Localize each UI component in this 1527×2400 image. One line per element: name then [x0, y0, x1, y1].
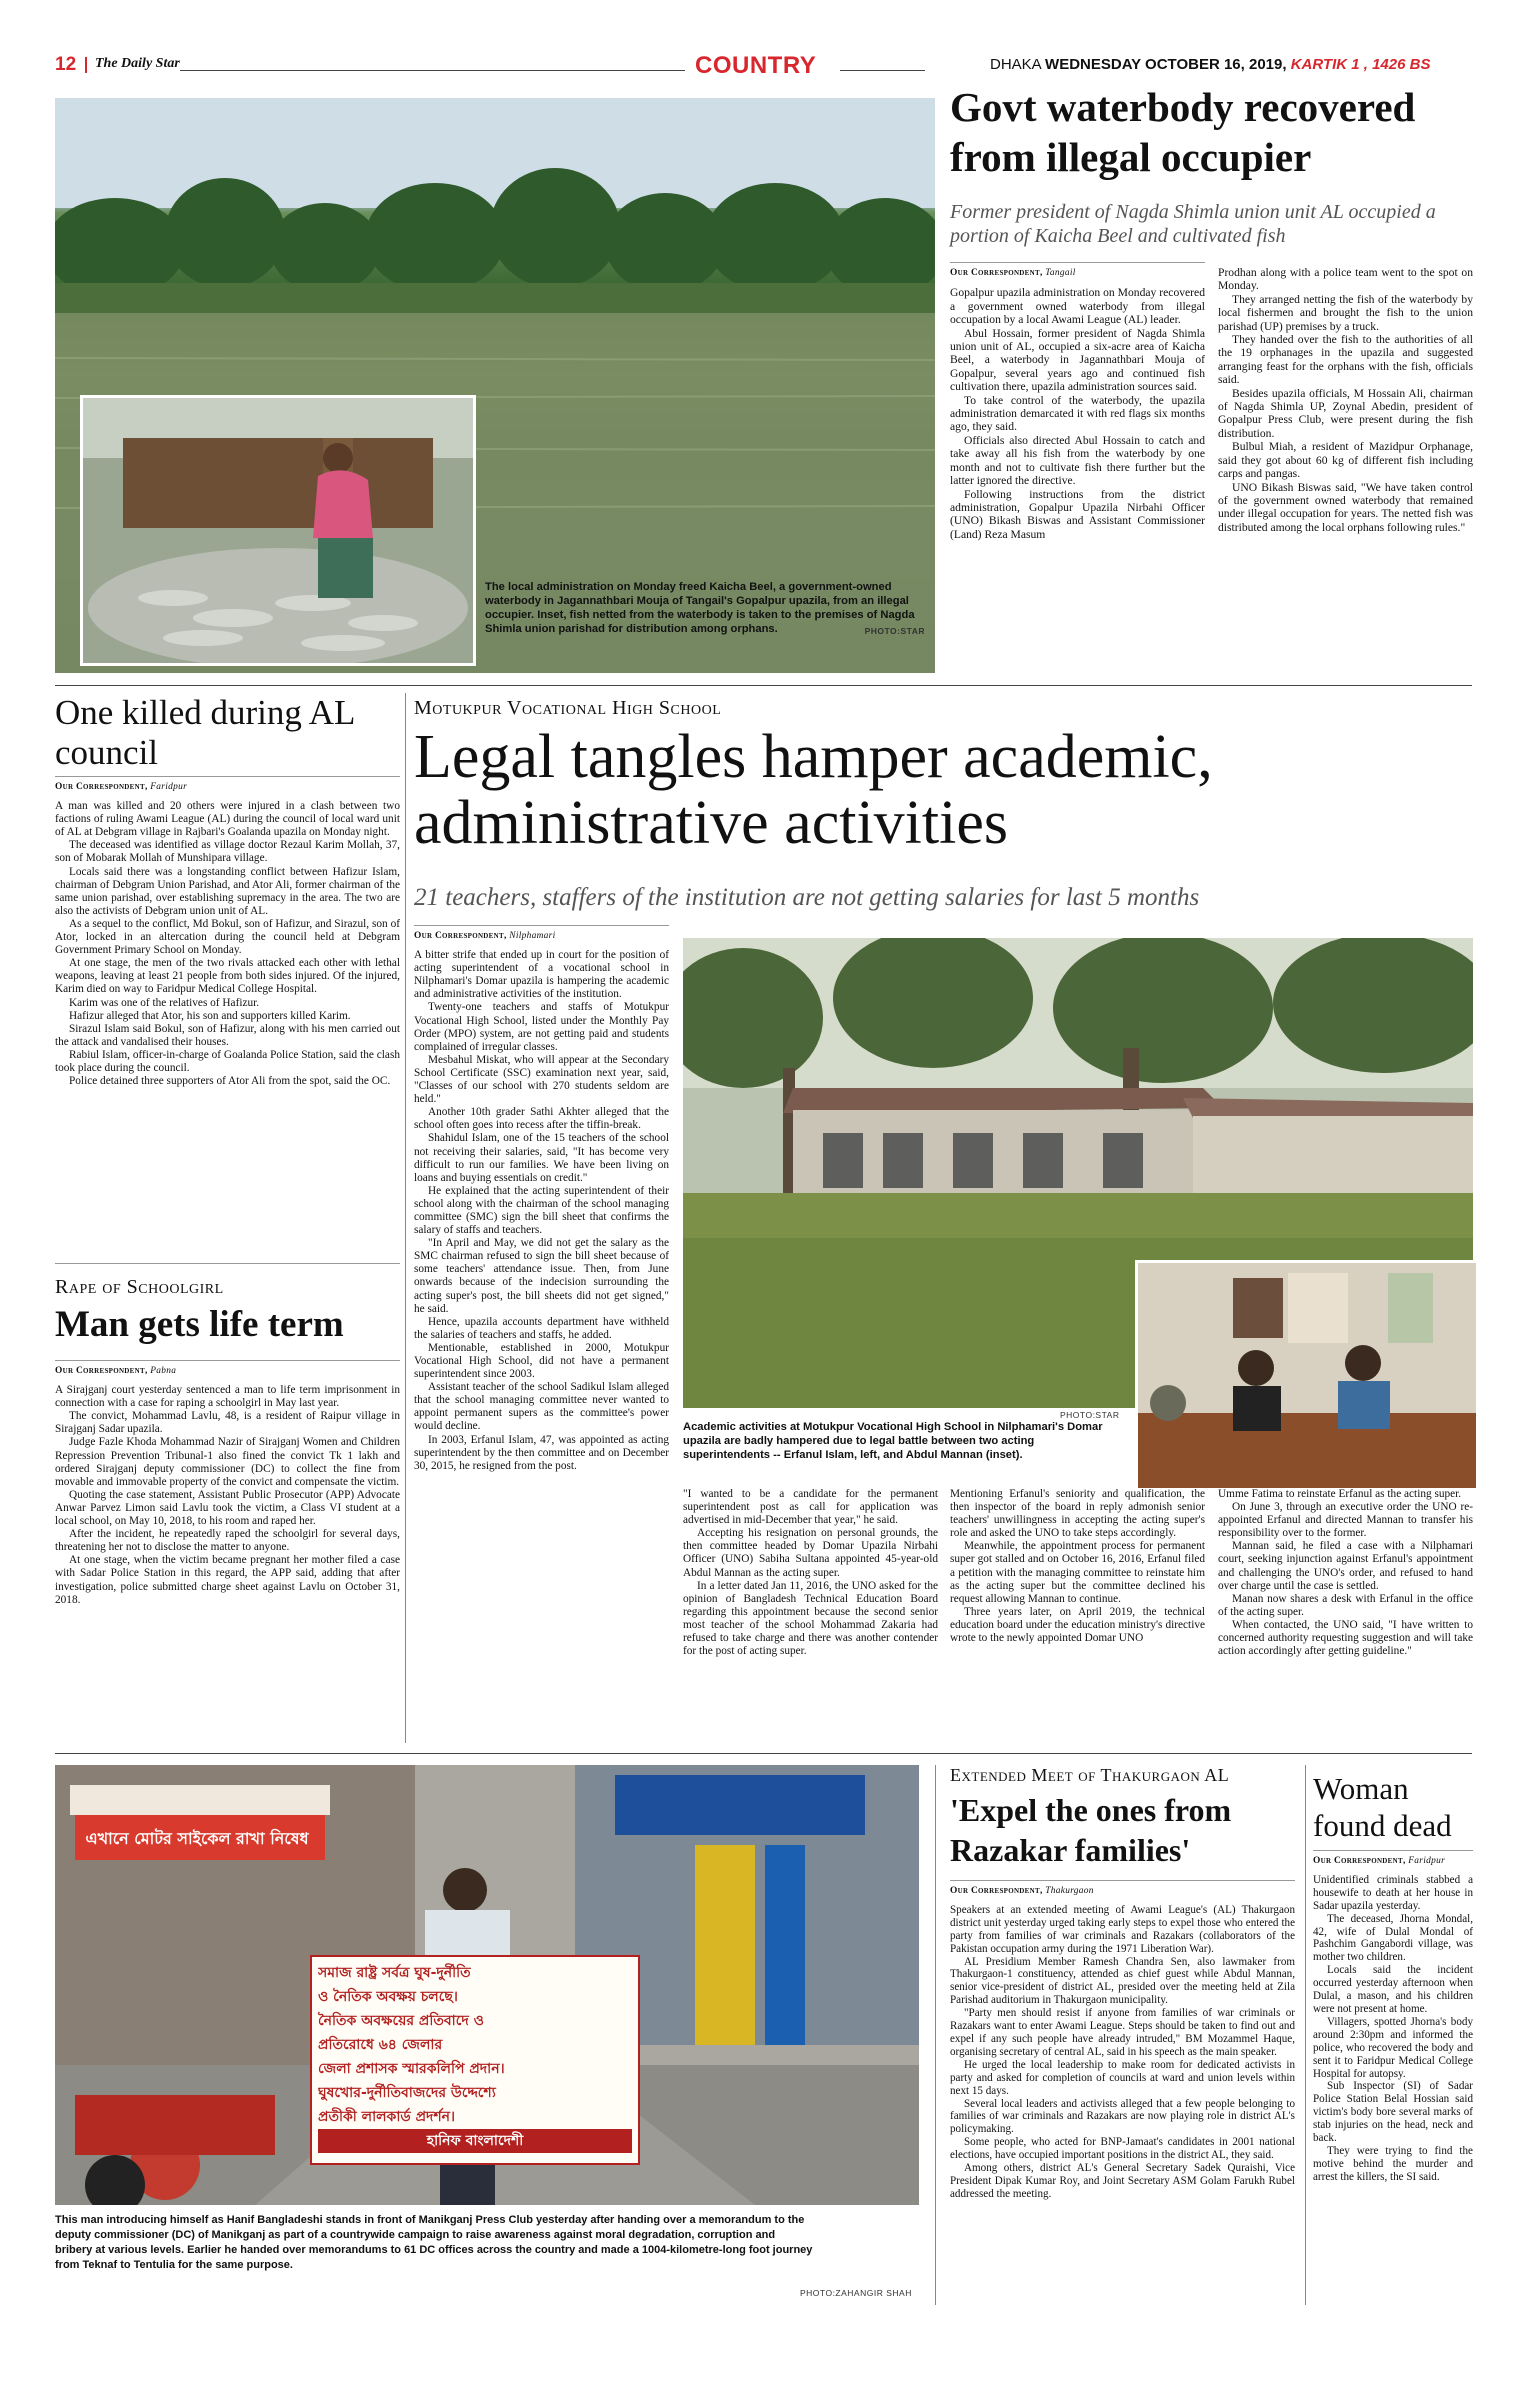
- paragraph: Hafizur alleged that Ator, his son and supporters killed Karim.: [69, 1009, 351, 1022]
- placard-line: ঘুষখোর-দুর্নীতিবাজদের উদ্দেশ্যে: [318, 2085, 496, 2101]
- paragraph: Mentioning Erfanul's seniority and qualification, the then inspector of the board in reply admonish senior teachers' unwillingness in accepting the acting super's role and asked the UNO to take steps accordingly.: [950, 1488, 1205, 1540]
- story4-caption: Academic activities at Motukpur Vocational High School in Nilphamari's Domar upazila are badly hampered due to legal battle between two acting superintendents -- Erfanul Islam, left, and Abdul Mannan (inset).: [683, 1421, 1103, 1461]
- story2-headline: One killed during AL council: [55, 693, 355, 772]
- placard-line: ও নৈতিক অবক্ষয় চলছে।: [318, 1989, 458, 2005]
- paragraph: Gopalpur upazila administration on Monday recovered a government owned waterbody from illegal occupation by a local Awami League (AL) leader.: [950, 286, 1205, 327]
- story6-headline: 'Expel the ones from Razakar families': [950, 1792, 1232, 1868]
- story2-byline: Our Correspondent, Faridpur: [55, 776, 400, 794]
- story1-byline: Our Correspondent, Tangail: [950, 262, 1205, 280]
- placard-line: নৈতিক অবক্ষয়ের প্রতিবাদে ও: [318, 2013, 484, 2029]
- paragraph: Hence, upazila accounts department have withheld the salaries of teachers and staffs, he added.: [414, 1315, 669, 1341]
- paragraph: In a letter dated Jan 11, 2016, the UNO asked for the opinion of Bangladesh Technical Education Board regarding this appointment because the second senior most teacher of the school Mohammad Zakaria had refused to take charge and there was another contender for the post of acting super.: [683, 1579, 938, 1658]
- story6-byline: Our Correspondent, Thakurgaon: [950, 1880, 1295, 1898]
- paragraph: UNO Bikash Biswas said, "We have taken control of the government owned waterbody that remained under illegal occupation for years. The netted fish was distributed among the local orphans following rules.": [1218, 480, 1473, 534]
- placard-line: সমাজ রাষ্ট্র সর্বত্র ঘুষ-দুর্নীতি: [318, 1965, 471, 1981]
- paragraph: Accepting his resignation on personal grounds, the then committee headed by Domar Upazila Nirbahi Officer (UNO) Sabiha Sultana appointed 45-year-old Abdul Mannan as the acting super.: [683, 1527, 938, 1579]
- paragraph: Prodhan along with a police team went to the spot on Monday.: [1218, 266, 1473, 293]
- story7-body: [1313, 1850, 1473, 2184]
- placard-line: জেলা প্রশাসক স্মারকলিপি প্রদান।: [318, 2061, 505, 2077]
- story7-byline: Our Correspondent, Faridpur: [1313, 1850, 1473, 1868]
- page-number: 12: [55, 54, 77, 75]
- paragraph: Villagers, spotted Jhorna's body around 2:30pm and informed the police, who recovered the body and sent it to Faridpur Medical College Hospital for autopsy.: [1313, 2015, 1473, 2080]
- paragraph: They arranged netting the fish of the waterbody by local fishermen and brought the fish to the union parishad (UP) premises by a truck.: [1218, 292, 1473, 333]
- paragraph: Rabiul Islam, officer-in-charge of Goalanda Police Station, said the clash took place during the council.: [55, 1048, 400, 1074]
- paragraph: Meanwhile, the appointment process for permanent super got stalled and on October 16, 2016, Erfanul filed a petition with the managing committee to reinstate him as the acting super but the committee declined his request allowing Mannan to continue.: [950, 1540, 1205, 1605]
- story4-col2-text: [683, 1488, 938, 1658]
- paragraph: Several local leaders and activists alleged that a few people belonging to families of war criminals and Razakars are now playing role in district AL's policymaking.: [950, 2097, 1295, 2136]
- paragraph: A Sirajganj court yesterday sentenced a man to life term imprisonment in connection with a case for raping a schoolgirl in May last year.: [55, 1384, 400, 1410]
- paragraph: Abul Hossain, former president of Nagda Shimla union unit of AL, occupied a six-acre area of Kaicha Beel, a waterbody in Jagannathbari Mouja of Gopalpur, several years ago and continued fish cultivation there, upazila administration sources said.: [950, 326, 1205, 394]
- paragraph: Locals said there was a longstanding conflict between Hafizur Islam, chairman of Debgram Union Parishad, and Ator Ali, former chairman of the same union parishad, over establishing supremacy in the area. The two are also the activists of Debgram union unit of AL.: [55, 865, 400, 917]
- page-header: [55, 54, 1472, 78]
- section-rule-2: [55, 1263, 400, 1264]
- story4-col4: [1218, 1488, 1473, 1658]
- office-illustration: [1138, 1263, 1476, 1488]
- paragraph: They were trying to find the motive behind the murder and arrest the killers, the SI said.: [1313, 2144, 1473, 2183]
- placard-lines: [318, 1961, 632, 2153]
- paragraph: Three years later, on April 2019, the technical education board under the education ministry's directive wrote to the newly appointed Domar UNO: [950, 1605, 1205, 1645]
- section-title: COUNTRY: [695, 52, 817, 79]
- paragraph: Speakers at an extended meeting of Awami League's (AL) Thakurgaon district unit yesterday urged taking early steps to expel those who entered the party from families of war criminals and Razakars (collaborators of the Pakistan occupation army during the 1971 Liberation War).: [950, 1903, 1295, 1955]
- shop-sign: [77, 1819, 317, 1859]
- paragraph: Manan now shares a desk with Erfanul in the office of the acting super.: [1218, 1592, 1473, 1618]
- story4-deck: 21 teachers, staffers of the institution are not getting salaries for last 5 months: [414, 884, 1200, 911]
- story4-col1: [414, 925, 669, 1473]
- story1-col1: [950, 262, 1205, 541]
- story7-headline: Woman found dead: [1313, 1771, 1452, 1843]
- story1-photo-credit: PHOTO:STAR: [864, 626, 925, 636]
- paragraph: At one stage, the men of the two rivals attacked each other with lethal weapons, leaving at least 21 people from both sides injured. Of the injured, Karim died on way to Faridpur Medical College Hospital.: [55, 957, 400, 996]
- story4-col4-text: [1218, 1488, 1473, 1658]
- story5-photo-credit: PHOTO:ZAHANGIR SHAH: [800, 2288, 912, 2298]
- paragraph: Twenty-one teachers and staffs of Motukpur Vocational High School, listed under the Monthly Pay Order (MPO) system, are not getting paid and students complained of irregular classes.: [414, 1001, 669, 1053]
- paragraph: Bulbul Miah, a resident of Mazidpur Orphanage, said they got about 60 kg of different fish including carps and pangas.: [1218, 440, 1473, 481]
- paragraph: Mesbahul Miskat, who will appear at the Secondary School Certificate (SSC) examination next year, said, "Classes of our school with 270 students seldom are held.": [414, 1053, 669, 1106]
- bangla-placard: [310, 1955, 640, 2165]
- story4-headline: Legal tangles hamper academic, administrative activities: [414, 723, 1213, 857]
- column-rule-2: [935, 1765, 936, 2305]
- story6-text: [950, 1904, 1295, 2201]
- section-rule-3: [55, 1753, 1472, 1754]
- header-rule-right: [840, 70, 925, 71]
- paragraph: Among others, district AL's General Secretary Sadek Quraishi, Vice President Dipak Kumar Roy, and Joint Secretary ASM Golam Farukh Rubel addressed the meeting.: [950, 2162, 1295, 2200]
- paragraph: Besides upazila officials, M Hossain Ali, chairman of Nagda Shimla UP, Zoynal Abedin, president of Gopalpur Press Club, were present during the fish distribution.: [1218, 386, 1473, 440]
- paragraph: Sirazul Islam said Bokul, son of Hafizur, along with his men carried out the attack and vandalised their houses.: [55, 1022, 400, 1048]
- paragraph: A bitter strife that ended up in court for the position of acting superintendent of a vocational school in Nilphamari's Domar upazila is hampering the academic and administrative activities of the institution.: [414, 949, 669, 1001]
- story1-headline: Govt waterbody recovered from illegal occupier: [950, 84, 1416, 180]
- paragraph: They handed over the fish to the authorities of all the 19 orphanages in the upazila and suggested arranging feast for the orphans with the fish, officials said.: [1218, 333, 1473, 387]
- section-rule-1: [55, 685, 1472, 686]
- story2-text: [55, 800, 400, 1088]
- paragraph: AL Presidium Member Ramesh Chandra Sen, also lawmaker from Thakurgaon-1 constituency, attended as chief guest while Abdul Mannan, senior vice-president of district AL, presided over the meeting held at Zila Parishad auditorium in Thakurgaon municipality.: [950, 1955, 1295, 2007]
- story4-kicker: Motukpur Vocational High School: [414, 697, 722, 719]
- story4-col1-text: [414, 949, 669, 1473]
- paragraph: Officials also directed Abul Hossain to catch and take away all his fish from the waterbody by one month and not to cultivate fish there further but the latter ignored the directive.: [950, 433, 1205, 488]
- story4-col3: [950, 1488, 1205, 1645]
- paragraph: To take control of the waterbody, the upazila administration demarcated it with red flags six months ago, they said.: [950, 393, 1205, 434]
- story1-caption-text: The local administration on Monday freed Kaicha Beel, a government-owned waterbody in Jagannathbari Mouja of Tangail's Gopalpur upazila, from an illegal occupier. Inset, fish netted from the waterbody is taken to the premises of Nagda Shimla union parishad for distribution among orphans.: [485, 581, 915, 635]
- story2-body: [55, 776, 400, 1088]
- header-separator: [85, 57, 87, 73]
- paragraph: Assistant teacher of the school Sadikul Islam alleged that the school managing committee never wanted to appoint permanent supers as the committee's power would decline.: [414, 1381, 669, 1433]
- paragraph: Sub Inspector (SI) of Sadar Police Station Belal Hossian said victim's body bore several marks of stab injuries on the head, neck and back.: [1313, 2080, 1473, 2145]
- paragraph: "In April and May, we did not get the salary as the SMC chairman refused to sign the bill sheet because of some teachers' attendance issue. Then, from June onwards because of the indecision surrounding the acting super's post, the bill sheets did not get signed," he said.: [414, 1237, 669, 1315]
- paragraph: Judge Fazle Khoda Mohammad Nazir of Sirajganj Women and Children Repression Prevention Tribunal-1 also fined the convict Tk 1 lakh and ordered Sirajganj deputy commissioner (DC) to collect the fine from movable and immovable property of the convict and compensate the victim.: [55, 1436, 400, 1488]
- story3-body: [55, 1360, 400, 1607]
- paragraph: Umme Fatima to reinstate Erfanul as the acting super.: [1218, 1488, 1462, 1500]
- story6-body: [950, 1880, 1295, 2201]
- paragraph: Unidentified criminals stabbed a housewife to death at her house in Sadar upazila yesterday.: [1313, 1873, 1473, 1912]
- paragraph: The convict, Mohammad Lavlu, 48, is a resident of Raipur village in Sirajganj Sadar upazila.: [55, 1410, 400, 1436]
- paragraph: Shahidul Islam, one of the 15 teachers of the school not receiving their salaries, said, "It has become very difficult to run our families. We have been living on loans and buying essentials on credit.": [414, 1132, 669, 1184]
- dateline-date: WEDNESDAY OCTOBER 16, 2019,: [1045, 56, 1287, 73]
- story6-kicker: Extended Meet of Thakurgaon AL: [950, 1765, 1230, 1785]
- paragraph: Locals said the incident occurred yesterday afternoon when Dulal, a mason, and his children were not present at home.: [1313, 1964, 1473, 2015]
- paragraph: "Party men should resist if anyone from families of war criminals or Razakars want to enter Awami League. Steps should be taken to find out and expel if any such people have already intruded," BM Mozammel Haque, organising secretary of central AL, said in his speech as the main speaker.: [950, 2007, 1295, 2058]
- story1-col2-text: [1218, 266, 1473, 534]
- column-rule-1: [405, 693, 406, 1743]
- header-rule-left: [180, 70, 685, 71]
- paragraph: As a sequel to the conflict, Md Bokul, son of Hafizur, and Sirazul, son of Ator, locked in an altercation during the council held at Debgram Government Primary School on Monday.: [55, 917, 400, 957]
- paragraph: Following instructions from the district administration, Gopalpur Upazila Nirbahi Officer (UNO) Bikash Biswas and Assistant Commissioner (Land) Reza Masum: [950, 487, 1205, 541]
- story4-byline: Our Correspondent, Nilphamari: [414, 925, 669, 943]
- fish-truck-illustration: [83, 398, 473, 663]
- paragraph: Another 10th grader Sathi Akhter alleged that the school often goes into recess after the tiffin-break.: [414, 1106, 669, 1132]
- paragraph: In 2003, Erfanul Islam, 47, was appointed as acting superintendent by the then committee and on December 30, 2015, he resigned from the post.: [414, 1433, 669, 1472]
- story1-caption: [485, 580, 925, 638]
- dateline-city: DHAKA: [990, 56, 1041, 73]
- fish-inset-photo: [80, 395, 476, 666]
- dateline: [990, 56, 1430, 73]
- paragraph: Karim was one of the relatives of Hafizur.: [69, 996, 260, 1009]
- hanif-photo: [55, 1765, 919, 2205]
- story3-text: [55, 1384, 400, 1607]
- story4-photo-credit: PHOTO:STAR: [1060, 1410, 1120, 1420]
- paragraph: Mentionable, established in 2000, Motukpur Vocational High School, did not have a permanent superintendent since 2003.: [414, 1341, 669, 1381]
- paragraph: Quoting the case statement, Assistant Public Prosecutor (APP) Advocate Anwar Parvez Limon said Lavlu took the victim, a Class VI student at a local school, on May 10, 2018, to his room and raped her.: [55, 1488, 400, 1528]
- office-inset-photo: [1135, 1260, 1479, 1491]
- paragraph: The deceased, Jhorna Mondal, 42, wife of Dulal Mondal of Pashchim Gangabordi village, was mother two children.: [1313, 1912, 1473, 1964]
- story7-text: [1313, 1874, 1473, 2184]
- paragraph: He explained that the acting superintendent of their school along with the chairman of the school managing committee (SMC) sign the bill sheet that confirms the salary of staffs and teachers.: [414, 1184, 669, 1237]
- placard-line: প্রতিরোধে ৬৪ জেলার: [318, 2037, 443, 2053]
- paragraph: Police detained three supporters of Ator Ali from the spot, said the OC.: [69, 1075, 391, 1088]
- paragraph: At one stage, when the victim became pregnant her mother filed a case with Sadar Police Station in this regard, the APP said, adding that after investigation, police submitted charge sheet against Lavlu on October 31, 2018.: [55, 1554, 400, 1606]
- story4-col2: [683, 1488, 938, 1658]
- paragraph: He urged the local leadership to make room for dedicated activists in party and asked for completion of councils at ward and union levels within next 15 days.: [950, 2058, 1295, 2097]
- story1-deck: Former president of Nagda Shimla union unit AL occupied a portion of Kaicha Beel and cultivated fish: [950, 201, 1436, 247]
- story3-byline: Our Correspondent, Pabna: [55, 1360, 400, 1378]
- paragraph: "I wanted to be a candidate for the permanent superintendent post as call for application was advertised in mid-December that year," he said.: [683, 1488, 938, 1527]
- story3-kicker: Rape of Schoolgirl: [55, 1276, 224, 1298]
- paragraph: Mannan said, he filed a case with a Nilphamari court, seeking injunction against Erfanul's appointment and challenging the UNO's order, and refused to hand over charge until the case is settled.: [1218, 1540, 1473, 1592]
- story3-headline: Man gets life term: [55, 1304, 344, 1345]
- column-rule-3: [1305, 1765, 1306, 2305]
- paragraph: After the incident, he repeatedly raped the schoolgirl for several days, threatening her not to disclose the matter to anyone.: [55, 1528, 400, 1554]
- dateline-bangla: KARTIK 1 , 1426 BS: [1290, 56, 1431, 73]
- story5-caption: This man introducing himself as Hanif Bangladeshi stands in front of Manikganj Press Club yesterday after handing over a memorandum to the deputy commissioner (DC) of Manikganj as part of a countrywide campaign to raise awareness against moral degradation, corruption and bribery at various levels. Earlier he handed over memorandums to 61 DC offices across the country and made a 1004-kilometre-long foot journey from Teknaf to Tentulia for the same purpose.: [55, 2214, 813, 2271]
- paragraph: A man was killed and 20 others were injured in a clash between two factions of ruling Awami League (AL) during the council of local ward unit of AL at Debgram village in Rajbari's Goalanda upazila on Monday night.: [55, 800, 400, 839]
- masthead-logo: The Daily Star: [95, 56, 180, 71]
- paragraph: The deceased was identified as village doctor Rezaul Karim Mollah, 37, son of Mobarak Mollah of Munshipara village.: [55, 839, 400, 865]
- paragraph: On June 3, through an executive order the UNO re-appointed Erfanul and directed Mannan to transfer his responsibility over to the former.: [1218, 1501, 1473, 1540]
- story1-col2: [1218, 266, 1473, 534]
- placard-line: প্রতীকী লালকার্ড প্রদর্শন।: [318, 2109, 456, 2125]
- story1-col1-text: [950, 286, 1205, 541]
- paragraph: When contacted, the UNO said, "I have written to concerned authority requesting suggestion and will take action accordingly after getting guideline.": [1218, 1618, 1473, 1658]
- shop-sign-text: এখানে মোটর সাইকেল রাখা নিষেধ: [85, 1829, 309, 1848]
- placard-line: হানিফ বাংলাদেশী: [318, 2129, 632, 2153]
- story4-col3-text: [950, 1488, 1205, 1645]
- paragraph: Some people, who acted for BNP-Jamaat's candidates in 2001 national elections, have occupied important positions in the district AL, they said.: [950, 2136, 1295, 2162]
